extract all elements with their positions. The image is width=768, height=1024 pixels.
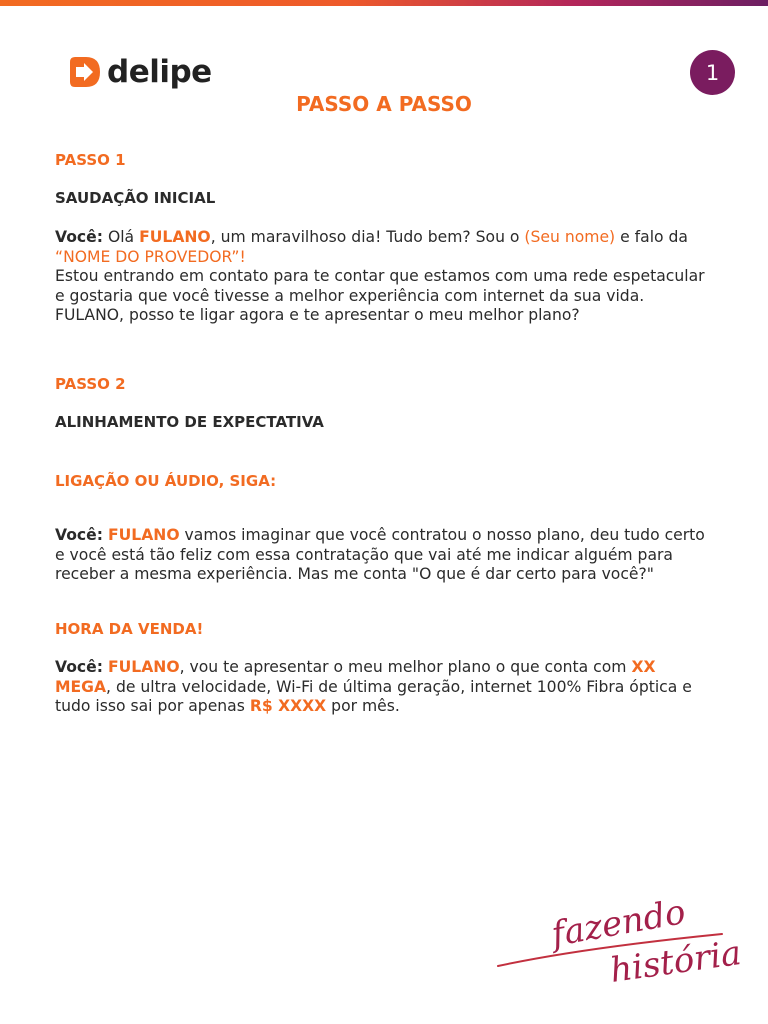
step-2-label: PASSO 2 — [55, 375, 126, 393]
client-name: FULANO — [107, 526, 180, 544]
step-1-intro: Você: Olá FULANO, um maravilhoso dia! Tudo bem? Sou o (Seu nome) e falo da “NOME DO PROVEDOR”! — [55, 228, 688, 266]
provider-name-placeholder: “NOME DO PROVEDOR”! — [55, 247, 246, 266]
step-2-heading: ALINHAMENTO DE EXPECTATIVA — [55, 413, 324, 431]
delipe-logo — [66, 52, 212, 92]
speaker-label: Você: — [55, 658, 103, 676]
plan-price: R$ XXXX — [249, 697, 327, 715]
speaker-label: Você: — [55, 526, 103, 544]
step-1-line-3: FULANO, posso te ligar agora e te apresentar o meu melhor plano? — [55, 306, 580, 324]
plan-speed: XX MEGA — [55, 658, 656, 696]
client-name: FULANO — [107, 658, 180, 676]
page-title: PASSO A PASSO — [296, 92, 472, 116]
step-2-script: Você: FULANO vamos imaginar que você contratou o nosso plano, deu tudo certo e você está tão feliz com essa contratação que vai até me indicar alguém para receber a mesma experiência. Mas me conta "O que é dar certo para você?" — [55, 526, 705, 583]
top-gradient-bar — [0, 0, 768, 6]
page-number-badge: 1 — [690, 50, 735, 95]
sale-label: HORA DA VENDA! — [55, 620, 204, 638]
step-1-script — [55, 228, 715, 326]
client-name: FULANO — [139, 228, 211, 246]
fazendo-historia-signature — [492, 890, 768, 1000]
step-1-heading: SAUDAÇÃO INICIAL — [55, 189, 216, 207]
step-2-subheading: LIGAÇÃO OU ÁUDIO, SIGA: — [55, 472, 277, 490]
seller-name-placeholder: (Seu nome) — [524, 228, 616, 246]
svg-text:fazendo: fazendo — [548, 892, 689, 955]
logo-wordmark: delipe — [107, 53, 212, 90]
sale-script: Você: FULANO, vou te apresentar o meu melhor plano o que conta com XX MEGA, de ultra velocidade, Wi-Fi de última geração, internet 100% Fibra óptica e tudo isso sai por apenas R$ XXXX por mês. — [55, 658, 692, 715]
step-1-label: PASSO 1 — [55, 151, 126, 169]
speaker-label: Você: — [55, 228, 103, 246]
delipe-logo-icon — [66, 54, 102, 90]
svg-text:história: história — [607, 932, 744, 991]
step-1-line-2: Estou entrando em contato para te contar que estamos com uma rede espetacular e gostaria que você tivesse a melhor experiência com internet da sua vida. — [55, 267, 705, 305]
